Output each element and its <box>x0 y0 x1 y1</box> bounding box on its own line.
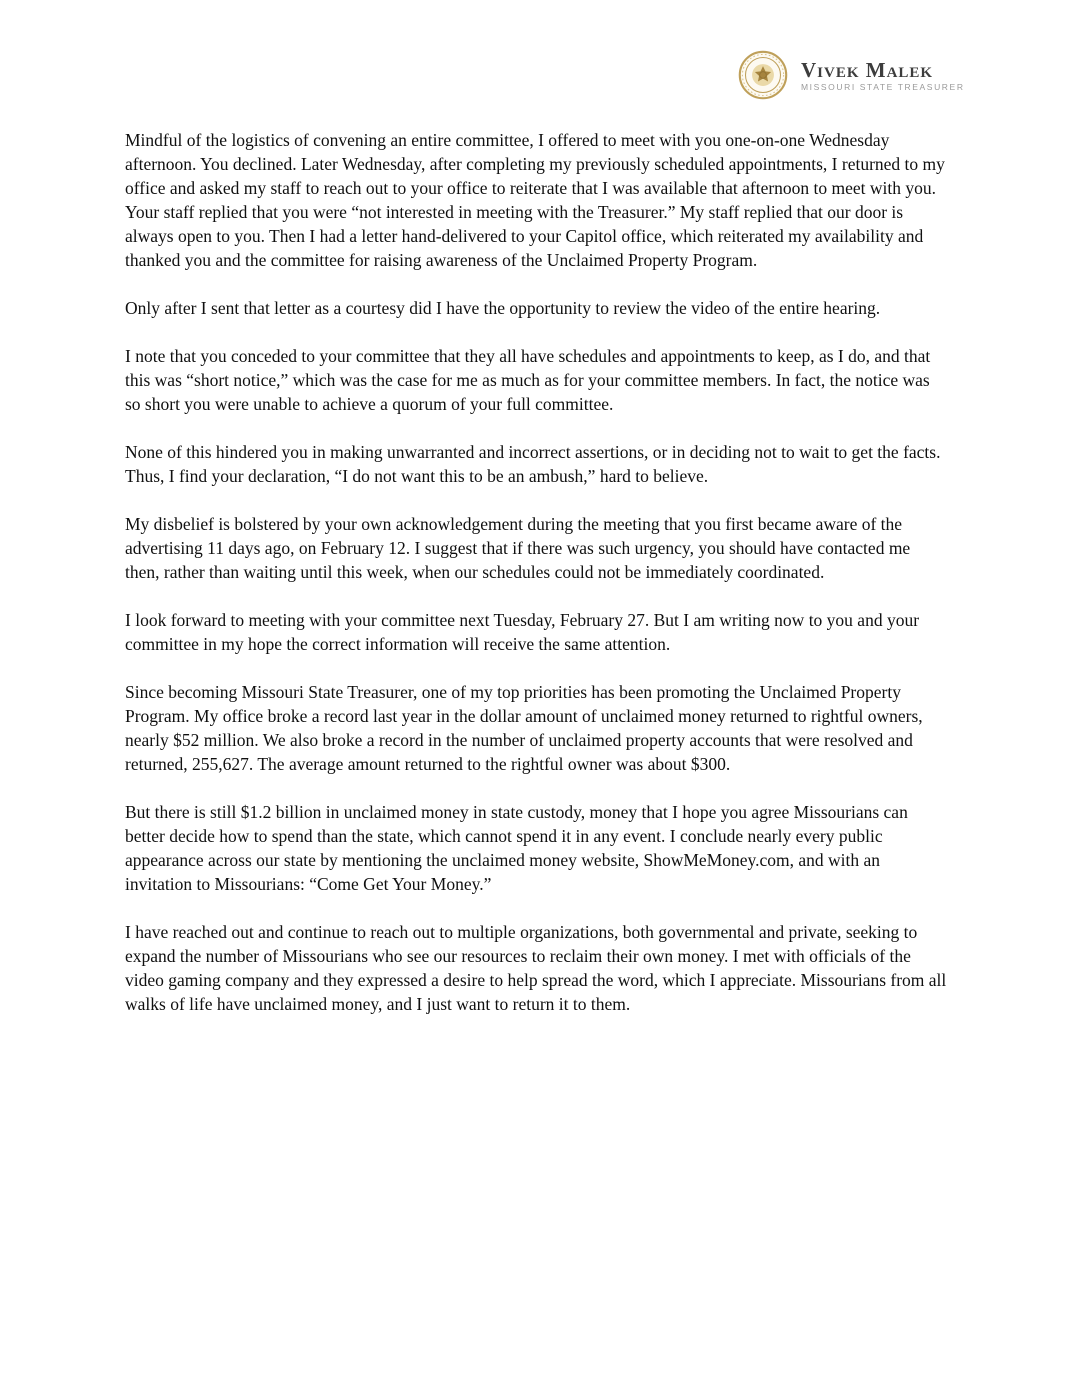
treasurer-title: MISSOURI STATE TREASURER <box>801 81 965 92</box>
letterhead <box>738 50 965 100</box>
treasurer-name: Vivek Malek <box>801 57 934 82</box>
letter-paragraph: Only after I sent that letter as a courtesy did I have the opportunity to review the video of the entire hearing. <box>125 298 881 318</box>
letter-paragraph: Mindful of the logistics of convening an entire committee, I offered to meet with you one-on-one Wednesday afternoon. You declined. Later Wednesday, after completing my previously scheduled appointments, I returned to my office and asked my staff to reach out to your office to reiterate that I was available that afternoon to meet with you. Your staff replied that you were “not interested in meeting with the Treasurer.” My staff replied that our door is always open to you. Then I had a letter hand-delivered to your Capitol office, which reiterated my availability and thanked you and the committee for raising awareness of the Unclaimed Property Program. <box>125 130 945 270</box>
letter-body <box>125 128 949 1040</box>
letter-paragraph: But there is still $1.2 billion in unclaimed money in state custody, money that I hope you agree Missourians can better decide how to spend than the state, which cannot spend it in any event. I conclude nearly every public appearance across our state by mentioning the unclaimed money website, ShowMeMoney.com, and with an invitation to Missourians: “Come Get Your Money.” <box>125 802 908 894</box>
letter-paragraph: Since becoming Missouri State Treasurer, one of my top priorities has been promoting the Unclaimed Property Program. My office broke a record last year in the dollar amount of unclaimed money returned to rightful owners, nearly $52 million. We also broke a record in the number of unclaimed property accounts that were resolved and returned, 255,627. The average amount returned to the rightful owner was about $300. <box>125 682 923 774</box>
letterhead-text <box>801 59 965 92</box>
letter-paragraph: None of this hindered you in making unwarranted and incorrect assertions, or in deciding not to wait to get the facts. Thus, I find your declaration, “I do not want this to be an ambush,” hard to believe. <box>125 442 941 486</box>
letter-paragraph: I note that you conceded to your committee that they all have schedules and appointments to keep, as I do, and that this was “short notice,” which was the case for me as much as for your committee members. In fact, the notice was so short you were unable to achieve a quorum of your full committee. <box>125 346 931 414</box>
letter-paragraph: My disbelief is bolstered by your own acknowledgement during the meeting that you first became aware of the advertising 11 days ago, on February 12. I suggest that if there was such urgency, you should have contacted me then, rather than waiting until this week, when our schedules could not be immediately coordinated. <box>125 514 911 582</box>
letter-paragraph: I look forward to meeting with your committee next Tuesday, February 27. But I am writing now to you and your committee in my hope the correct information will receive the same attention. <box>125 610 920 654</box>
letter-paragraph: I have reached out and continue to reach out to multiple organizations, both governmental and private, seeking to expand the number of Missourians who see our resources to reclaim their own money. I met with officials of the video gaming company and they expressed a desire to help spread the word, which I appreciate. Missourians from all walks of life have unclaimed money, and I just want to return it to them. <box>125 922 947 1014</box>
state-seal-icon <box>738 50 788 100</box>
